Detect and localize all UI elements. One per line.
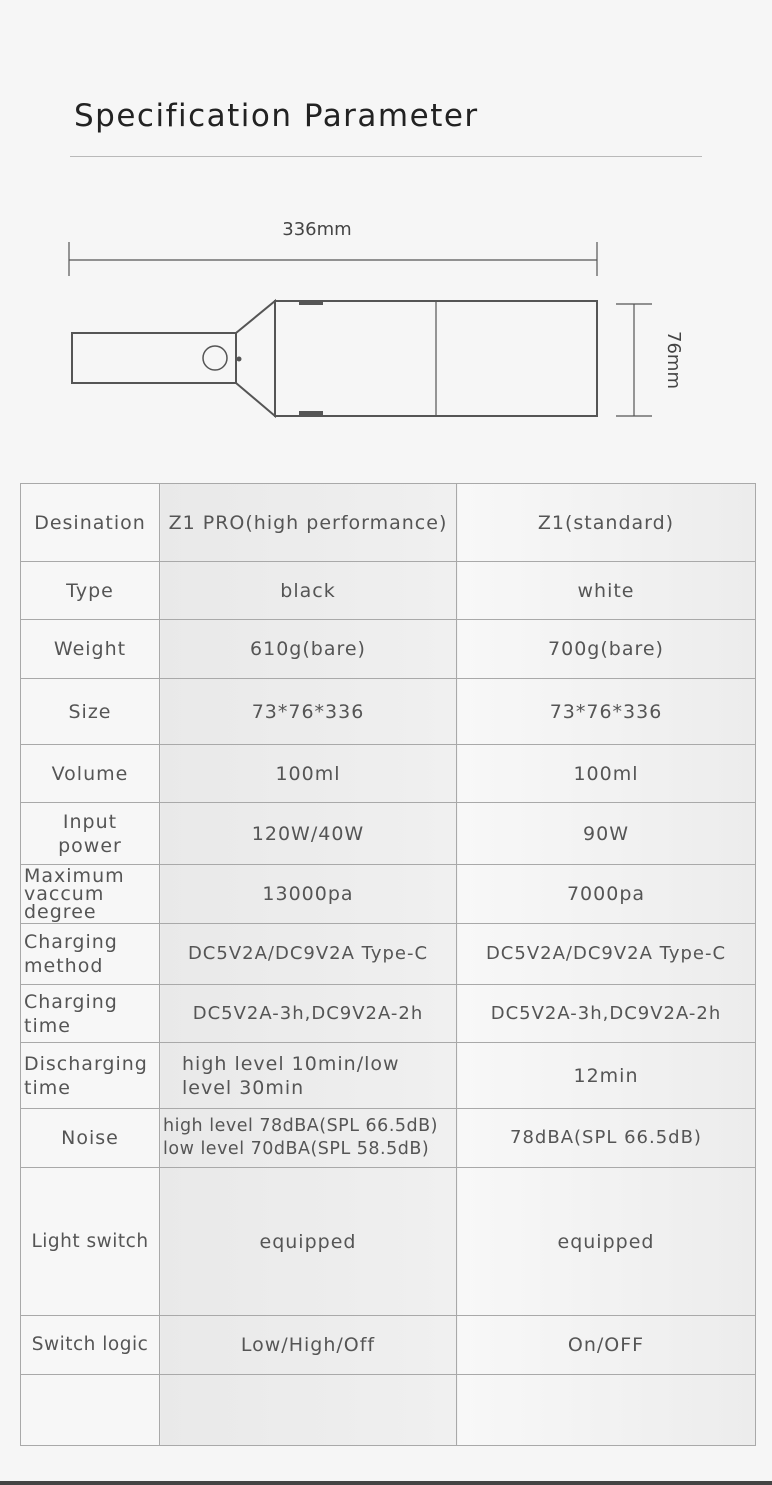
row-pro-line: low level 70dBA(SPL 58.5dB) bbox=[163, 1139, 430, 1159]
row-pro-value: 73*76*336 bbox=[160, 679, 457, 745]
table-row bbox=[21, 985, 756, 1043]
row-pro-value: 610g(bare) bbox=[160, 620, 457, 679]
row-label-line: method bbox=[24, 955, 104, 977]
row-std-value: DC5V2A/DC9V2A Type-C bbox=[457, 924, 756, 985]
row-pro-line: level 30min bbox=[182, 1076, 305, 1099]
table-row bbox=[21, 1109, 756, 1168]
specification-table bbox=[20, 483, 756, 1446]
table-row bbox=[21, 1043, 756, 1109]
table-row bbox=[21, 803, 756, 865]
table-row bbox=[21, 620, 756, 679]
row-pro-value: Low/High/Off bbox=[160, 1316, 457, 1375]
row-label bbox=[21, 924, 160, 985]
row-label-line: Charging bbox=[24, 931, 118, 953]
row-pro-value: DC5V2A/DC9V2A Type-C bbox=[160, 924, 457, 985]
row-std-value: white bbox=[457, 562, 756, 620]
table-row bbox=[21, 924, 756, 985]
row-std-value: 100ml bbox=[457, 745, 756, 803]
row-label bbox=[21, 865, 160, 924]
row-std-value: On/OFF bbox=[457, 1316, 756, 1375]
row-std-value: 700g(bare) bbox=[457, 620, 756, 679]
table-row bbox=[21, 745, 756, 803]
row-pro-value bbox=[160, 1375, 457, 1446]
row-std-value bbox=[457, 1375, 756, 1446]
bottom-border bbox=[0, 1481, 772, 1485]
header-std-cell: Z1(standard) bbox=[457, 484, 756, 562]
vacuum-outline bbox=[72, 301, 597, 416]
row-std-value: 12min bbox=[457, 1043, 756, 1109]
row-pro-value: black bbox=[160, 562, 457, 620]
row-pro-value bbox=[160, 1109, 457, 1168]
row-pro-value: DC5V2A-3h,DC9V2A-2h bbox=[160, 985, 457, 1043]
row-label: Light switch bbox=[21, 1168, 160, 1316]
header-label-cell: Desination bbox=[21, 484, 160, 562]
row-label: Volume bbox=[21, 745, 160, 803]
table-row bbox=[21, 1316, 756, 1375]
row-pro-value: 13000pa bbox=[160, 865, 457, 924]
page-title: Specification Parameter bbox=[74, 98, 479, 134]
row-label-line: time bbox=[24, 1014, 71, 1037]
indicator-dot bbox=[237, 357, 242, 362]
row-std-value: 73*76*336 bbox=[457, 679, 756, 745]
row-label-line: power bbox=[58, 834, 122, 857]
row-label: Noise bbox=[21, 1109, 160, 1168]
row-label bbox=[21, 1043, 160, 1109]
table-row bbox=[21, 1375, 756, 1446]
height-label: 76mm bbox=[663, 331, 684, 389]
row-label-line: Discharging bbox=[24, 1052, 148, 1075]
row-pro-value: equipped bbox=[160, 1168, 457, 1316]
header-pro-cell: Z1 PRO(high performance) bbox=[160, 484, 457, 562]
length-dimension bbox=[69, 219, 597, 276]
table-header-row bbox=[21, 484, 756, 562]
row-label-line: Input bbox=[62, 810, 118, 833]
row-pro-value: 120W/40W bbox=[160, 803, 457, 865]
row-std-value: equipped bbox=[457, 1168, 756, 1316]
top-latch bbox=[299, 300, 323, 305]
title-divider bbox=[70, 156, 702, 157]
row-std-value: 7000pa bbox=[457, 865, 756, 924]
row-pro-line: high level 10min/low bbox=[182, 1052, 400, 1075]
row-label-line: degree bbox=[24, 901, 97, 923]
row-label: Size bbox=[21, 679, 160, 745]
row-std-value: 78dBA(SPL 66.5dB) bbox=[457, 1109, 756, 1168]
row-label-line: vaccum bbox=[24, 883, 105, 905]
table-row bbox=[21, 562, 756, 620]
table-row bbox=[21, 679, 756, 745]
row-label bbox=[21, 803, 160, 865]
product-dimension-diagram bbox=[0, 200, 772, 440]
table-row bbox=[21, 865, 756, 924]
row-pro-value bbox=[160, 1043, 457, 1109]
row-label bbox=[21, 985, 160, 1043]
length-label: 336mm bbox=[282, 219, 352, 240]
height-dimension bbox=[616, 304, 684, 416]
row-pro-value: 100ml bbox=[160, 745, 457, 803]
row-label: Switch logic bbox=[21, 1316, 160, 1375]
row-label-line: time bbox=[24, 1076, 71, 1099]
bottom-latch bbox=[299, 411, 323, 416]
row-label: Type bbox=[21, 562, 160, 620]
row-label: Weight bbox=[21, 620, 160, 679]
row-std-value: 90W bbox=[457, 803, 756, 865]
row-std-value: DC5V2A-3h,DC9V2A-2h bbox=[457, 985, 756, 1043]
table-row bbox=[21, 1168, 756, 1316]
row-label-line: Charging bbox=[24, 990, 118, 1013]
row-label-line: Maximum bbox=[24, 865, 125, 887]
row-pro-line: high level 78dBA(SPL 66.5dB) bbox=[163, 1116, 438, 1136]
row-label bbox=[21, 1375, 160, 1446]
